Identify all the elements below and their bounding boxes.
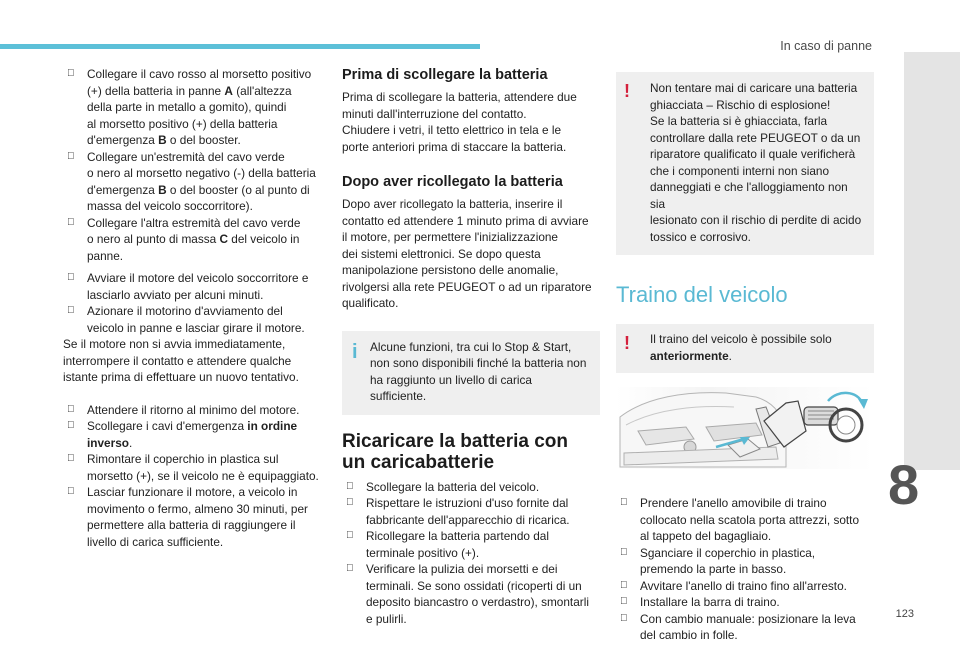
section-title: In caso di panne bbox=[780, 39, 872, 53]
bullet-icon bbox=[620, 594, 628, 611]
list-item: Rispettare le istruzioni d'uso fornite dal fabbricante dell'apparecchio di ricarica. bbox=[342, 495, 600, 528]
list-item: Verificare la pulizia dei morsetti e dei terminali. Se sono ossidati (ricoperti di un deposito biancastro o verdastro), smontarli e pulirli. bbox=[342, 561, 600, 627]
list-item: Azionare il motorino d'avviamento del veicolo in panne e lasciar girare il motore. bbox=[63, 303, 325, 336]
page-number: 123 bbox=[895, 608, 914, 620]
bullet-icon bbox=[620, 545, 628, 562]
bullet-icon bbox=[67, 484, 75, 501]
list-item: Scollegare i cavi d'emergenza in ordine inverso. bbox=[63, 418, 325, 451]
info-icon: i bbox=[352, 340, 358, 363]
column-towing bbox=[616, 72, 874, 644]
warning-box: ! Non tentare mai di caricare una batteria ghiacciata – Rischio di esplosione! Se la batteria si è ghiacciata, farla controllare dalla rete PEUGEOT o da un riparatore qualificato il quale verificherà che i componenti interni non siano danneggiati e che l'alloggiamento non sia lesionato con il rischio di perdite di acido tossico e corrosivo. bbox=[616, 72, 874, 255]
bullet-icon bbox=[67, 270, 75, 287]
spacer bbox=[616, 255, 874, 282]
heading-charger: Ricaricare la batteria con un caricabatterie bbox=[342, 430, 568, 473]
bullet-icon bbox=[620, 611, 628, 628]
list-item: Rimontare il coperchio in plastica sul morsetto (+), se il veicolo ne è equipaggiato. bbox=[63, 451, 325, 484]
list-item: Avviare il motore del veicolo soccorritore e lasciarlo avviato per alcuni minuti. bbox=[63, 270, 325, 303]
spacer bbox=[616, 308, 874, 324]
paragraph: Dopo aver ricollegato la batteria, inserire il contatto ed attendere 1 minuto prima di avviare il motore, per permettere l'inizializzazione dei sistemi elettronici. Se dopo questa manipolazione persistono delle anomalie, rivolgersi alla rete PEUGEOT o ad un riparatore qualificato. bbox=[342, 197, 592, 310]
bullet-icon bbox=[67, 303, 75, 320]
list-item: Collegare un'estremità del cavo verde o nero al morsetto negativo (-) della batteria d'emergenza B o del booster (o al punto di massa del veicolo soccorritore). bbox=[63, 149, 325, 215]
heading-before-disconnect: Prima di scollegare la batteria bbox=[342, 67, 548, 83]
list-item: Ricollegare la batteria partendo dal terminale positivo (+). bbox=[342, 528, 600, 561]
column-battery bbox=[342, 66, 600, 627]
spacer bbox=[63, 386, 325, 402]
bullet-icon bbox=[67, 215, 75, 232]
spacer bbox=[616, 373, 874, 387]
column-jump-start bbox=[63, 66, 325, 550]
chapter-number: 8 bbox=[888, 453, 920, 516]
bullet-icon bbox=[346, 528, 354, 545]
car-front-drawing bbox=[616, 387, 874, 469]
list-item: Con cambio manuale: posizionare la leva del cambio in folle. bbox=[616, 611, 874, 644]
header-accent-bar bbox=[0, 44, 480, 49]
bullet-icon bbox=[620, 578, 628, 595]
list-item: Scollegare la batteria del veicolo. bbox=[342, 479, 600, 496]
paragraph: Prima di scollegare la batteria, attendere due minuti dall'interruzione del contatto. Chiudere i vetri, il tetto elettrico in tela e le porte anteriori prima di staccare la batteria. bbox=[342, 90, 577, 154]
bullet-icon bbox=[67, 402, 75, 419]
bullet-icon bbox=[67, 149, 75, 166]
bullet-icon bbox=[67, 66, 75, 83]
bullet-icon bbox=[346, 561, 354, 578]
list-item: Installare la barra di traino. bbox=[616, 594, 874, 611]
heading-after-reconnect: Dopo aver ricollegato la batteria bbox=[342, 174, 563, 190]
spacer bbox=[342, 155, 600, 173]
spacer bbox=[616, 469, 874, 495]
towing-ring-illustration bbox=[616, 387, 874, 469]
paragraph: Se il motore non si avvia immediatamente, interrompere il contatto e attendere qualche istante prima di effettuare un nuovo tentativo. bbox=[63, 337, 299, 384]
list-item: Prendere l'anello amovibile di traino collocato nella scatola porta attrezzi, sotto al tappeto del bagagliaio. bbox=[616, 495, 874, 545]
chapter-tab bbox=[904, 52, 960, 470]
bullet-icon bbox=[67, 418, 75, 435]
list-item: Avvitare l'anello di traino fino all'arresto. bbox=[616, 578, 874, 595]
list-item: Lasciar funzionare il motore, a veicolo in movimento o fermo, almeno 30 minuti, per permettere alla batteria di raggiungere il livello di carica sufficiente. bbox=[63, 484, 325, 550]
exclamation-icon: ! bbox=[624, 81, 630, 101]
list-item: Sganciare il coperchio in plastica, premendo la parte in basso. bbox=[616, 545, 874, 578]
bullet-icon bbox=[620, 495, 628, 512]
exclamation-icon: ! bbox=[624, 333, 630, 353]
bullet-icon bbox=[67, 451, 75, 468]
list-item: Attendere il ritorno al minimo del motore. bbox=[63, 402, 325, 419]
spacer bbox=[342, 415, 600, 431]
bullet-icon bbox=[346, 495, 354, 512]
bullet-icon bbox=[346, 479, 354, 496]
spacer bbox=[342, 312, 600, 331]
list-item: Collegare il cavo rosso al morsetto positivo (+) della batteria in panne A (all'altezza della parte in metallo a gomito), quindi al morsetto positivo (+) della batteria d'emergenza B o del booster. bbox=[63, 66, 325, 149]
heading-towing: Traino del veicolo bbox=[616, 282, 788, 307]
list-item: Collegare l'altra estremità del cavo verde o nero al punto di massa C del veicolo in panne. bbox=[63, 215, 325, 265]
warning-box: ! Il traino del veicolo è possibile solo anteriormente. bbox=[616, 324, 874, 373]
info-box: i Alcune funzioni, tra cui lo Stop & Start, non sono disponibili finché la batteria non ha raggiunto un livello di carica sufficiente. bbox=[342, 331, 600, 415]
